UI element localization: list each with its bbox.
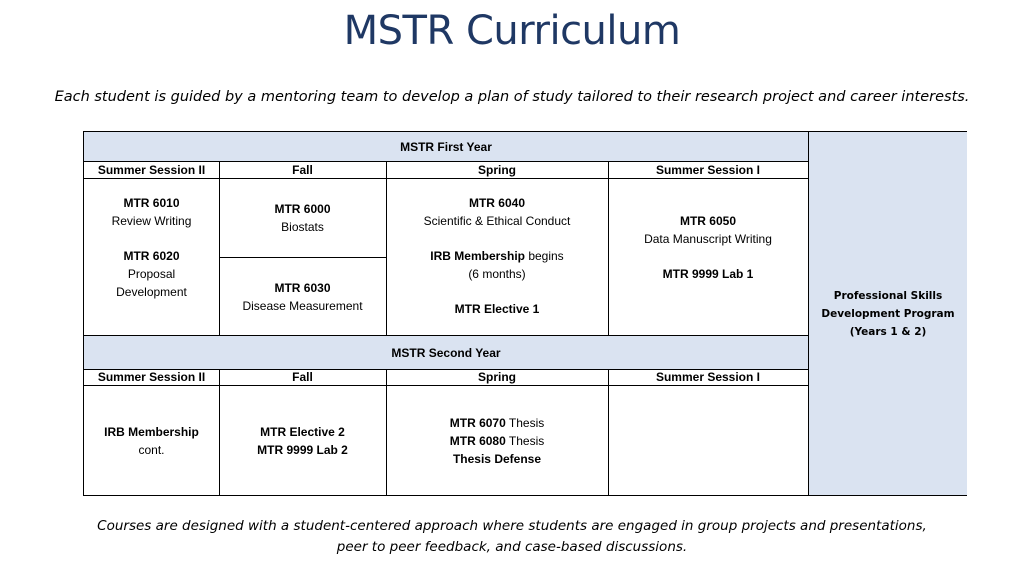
y2-col-summer2: Summer Session II [97, 370, 206, 384]
divider [219, 369, 220, 495]
y2-fall-cell: MTR Elective 2 MTR 9999 Lab 2 [257, 424, 348, 457]
professional-line-3: (Years 1 & 2) [849, 325, 927, 338]
y2-summer1-cell [608, 386, 808, 495]
divider [608, 369, 609, 495]
y2-col-summer1: Summer Session I [655, 370, 761, 384]
y2-spring-cell: MTR 6070 Thesis MTR 6080 Thesis Thesis Defense [449, 415, 545, 466]
curriculum-table [83, 131, 967, 496]
y1-spring-cell: MTR 6040 Scientific & Ethical Conduct IRB Membership begins (6 months) MTR Elective 1 [423, 196, 571, 316]
professional-line-1: Professional Skills [833, 289, 943, 302]
divider [386, 161, 387, 336]
y1-col-fall: Fall [292, 163, 313, 177]
divider [808, 132, 809, 495]
divider [84, 385, 808, 386]
divider [84, 335, 808, 336]
divider [84, 369, 808, 370]
divider [608, 161, 609, 336]
footer-note [0, 516, 1024, 558]
second-year-header: MSTR Second Year [84, 336, 808, 369]
divider [219, 161, 220, 336]
divider [219, 257, 386, 258]
professional-line-2: Development Program [821, 307, 955, 320]
first-year-header: MSTR First Year [84, 132, 808, 162]
divider [84, 161, 808, 162]
divider [84, 178, 808, 179]
y1-fall-bottom-cell: MTR 6030 Disease Measurement [242, 281, 363, 313]
page-title: MSTR Curriculum [343, 8, 681, 54]
y2-col-fall: Fall [292, 370, 313, 384]
y1-fall-top-cell: MTR 6000 Biostats [274, 202, 331, 234]
page-subtitle: Each student is guided by a mentoring team to develop a plan of study tailored to their research project and career interests. [54, 89, 970, 105]
divider [386, 369, 387, 495]
footer-line-1: Courses are designed with a student-centered approach where students are engaged in group projects and presentations, [97, 518, 927, 534]
y2-col-spring: Spring [478, 370, 516, 384]
y1-col-summer2: Summer Session II [97, 163, 206, 177]
y1-summer1-cell: MTR 6050 Data Manuscript Writing MTR 9999 Lab 1 [644, 214, 772, 281]
professional-skills-cell [809, 132, 967, 495]
y1-col-summer1: Summer Session I [655, 163, 761, 177]
y2-summer2-cell: IRB Membership cont. [104, 424, 199, 457]
y1-summer2-cell: MTR 6010 Review Writing MTR 6020 Proposal Development [111, 196, 192, 299]
footer-line-2: peer to peer feedback, and case-based discussions. [336, 539, 688, 555]
y1-col-spring: Spring [478, 163, 516, 177]
